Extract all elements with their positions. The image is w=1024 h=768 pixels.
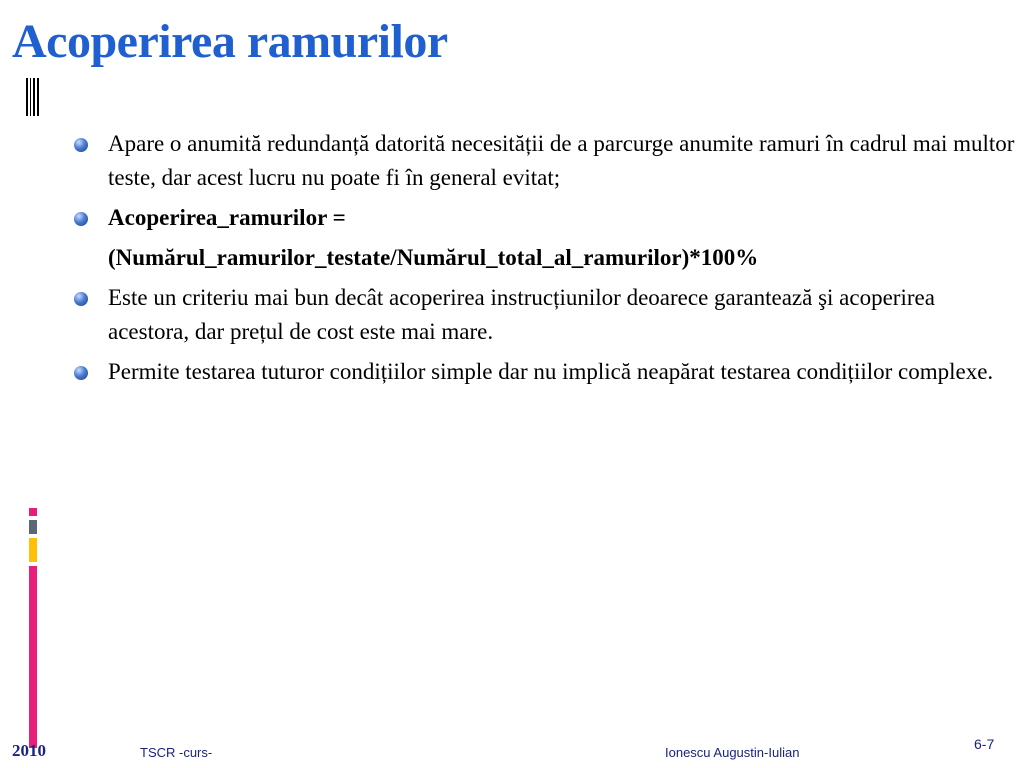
side-bar-yellow — [29, 538, 37, 562]
bullet-icon — [74, 292, 88, 306]
bullet-item — [70, 127, 1015, 195]
bullet-text: Acoperirea_ramurilor = — [108, 205, 346, 230]
bullet-item — [70, 281, 1015, 349]
side-bar-magenta — [29, 566, 37, 748]
bullet-text: Este un criteriu mai bun decât acoperirea instrucțiunilor deoarece garantează şi acoperirea acestora, dar prețul de cost este mai mare. — [108, 285, 935, 344]
bullet-item — [70, 201, 1015, 235]
bullet-text: Permite testarea tuturor condițiilor simple dar nu implică neapărat testarea condițiilor complexe. — [108, 359, 994, 384]
slide-title: Acoperirea ramurilor — [12, 15, 448, 68]
side-bar-magenta-top — [29, 508, 37, 516]
formula-line: (Numărul_ramurilor_testate/Numărul_total_al_ramurilor)*100% — [108, 245, 759, 270]
bullet-icon — [74, 212, 88, 226]
footer-author: Ionescu Augustin-Iulian — [665, 745, 800, 760]
bullet-item — [70, 355, 1015, 389]
page-number: 6-7 — [974, 736, 995, 752]
footer-year: 2010 — [12, 741, 46, 760]
side-bar-gray — [29, 520, 37, 534]
bullet-icon — [74, 138, 88, 152]
decorative-stripes — [26, 78, 39, 116]
footer-course: TSCR -curs- — [140, 745, 213, 760]
bullet-icon — [74, 366, 88, 380]
bullet-text: Apare o anumită redundanță datorită necesității de a parcurge anumite ramuri în cadrul mai multor teste, dar acest lucru nu poate fi în general evitat; — [108, 131, 1015, 190]
bullet-list — [70, 127, 1015, 395]
